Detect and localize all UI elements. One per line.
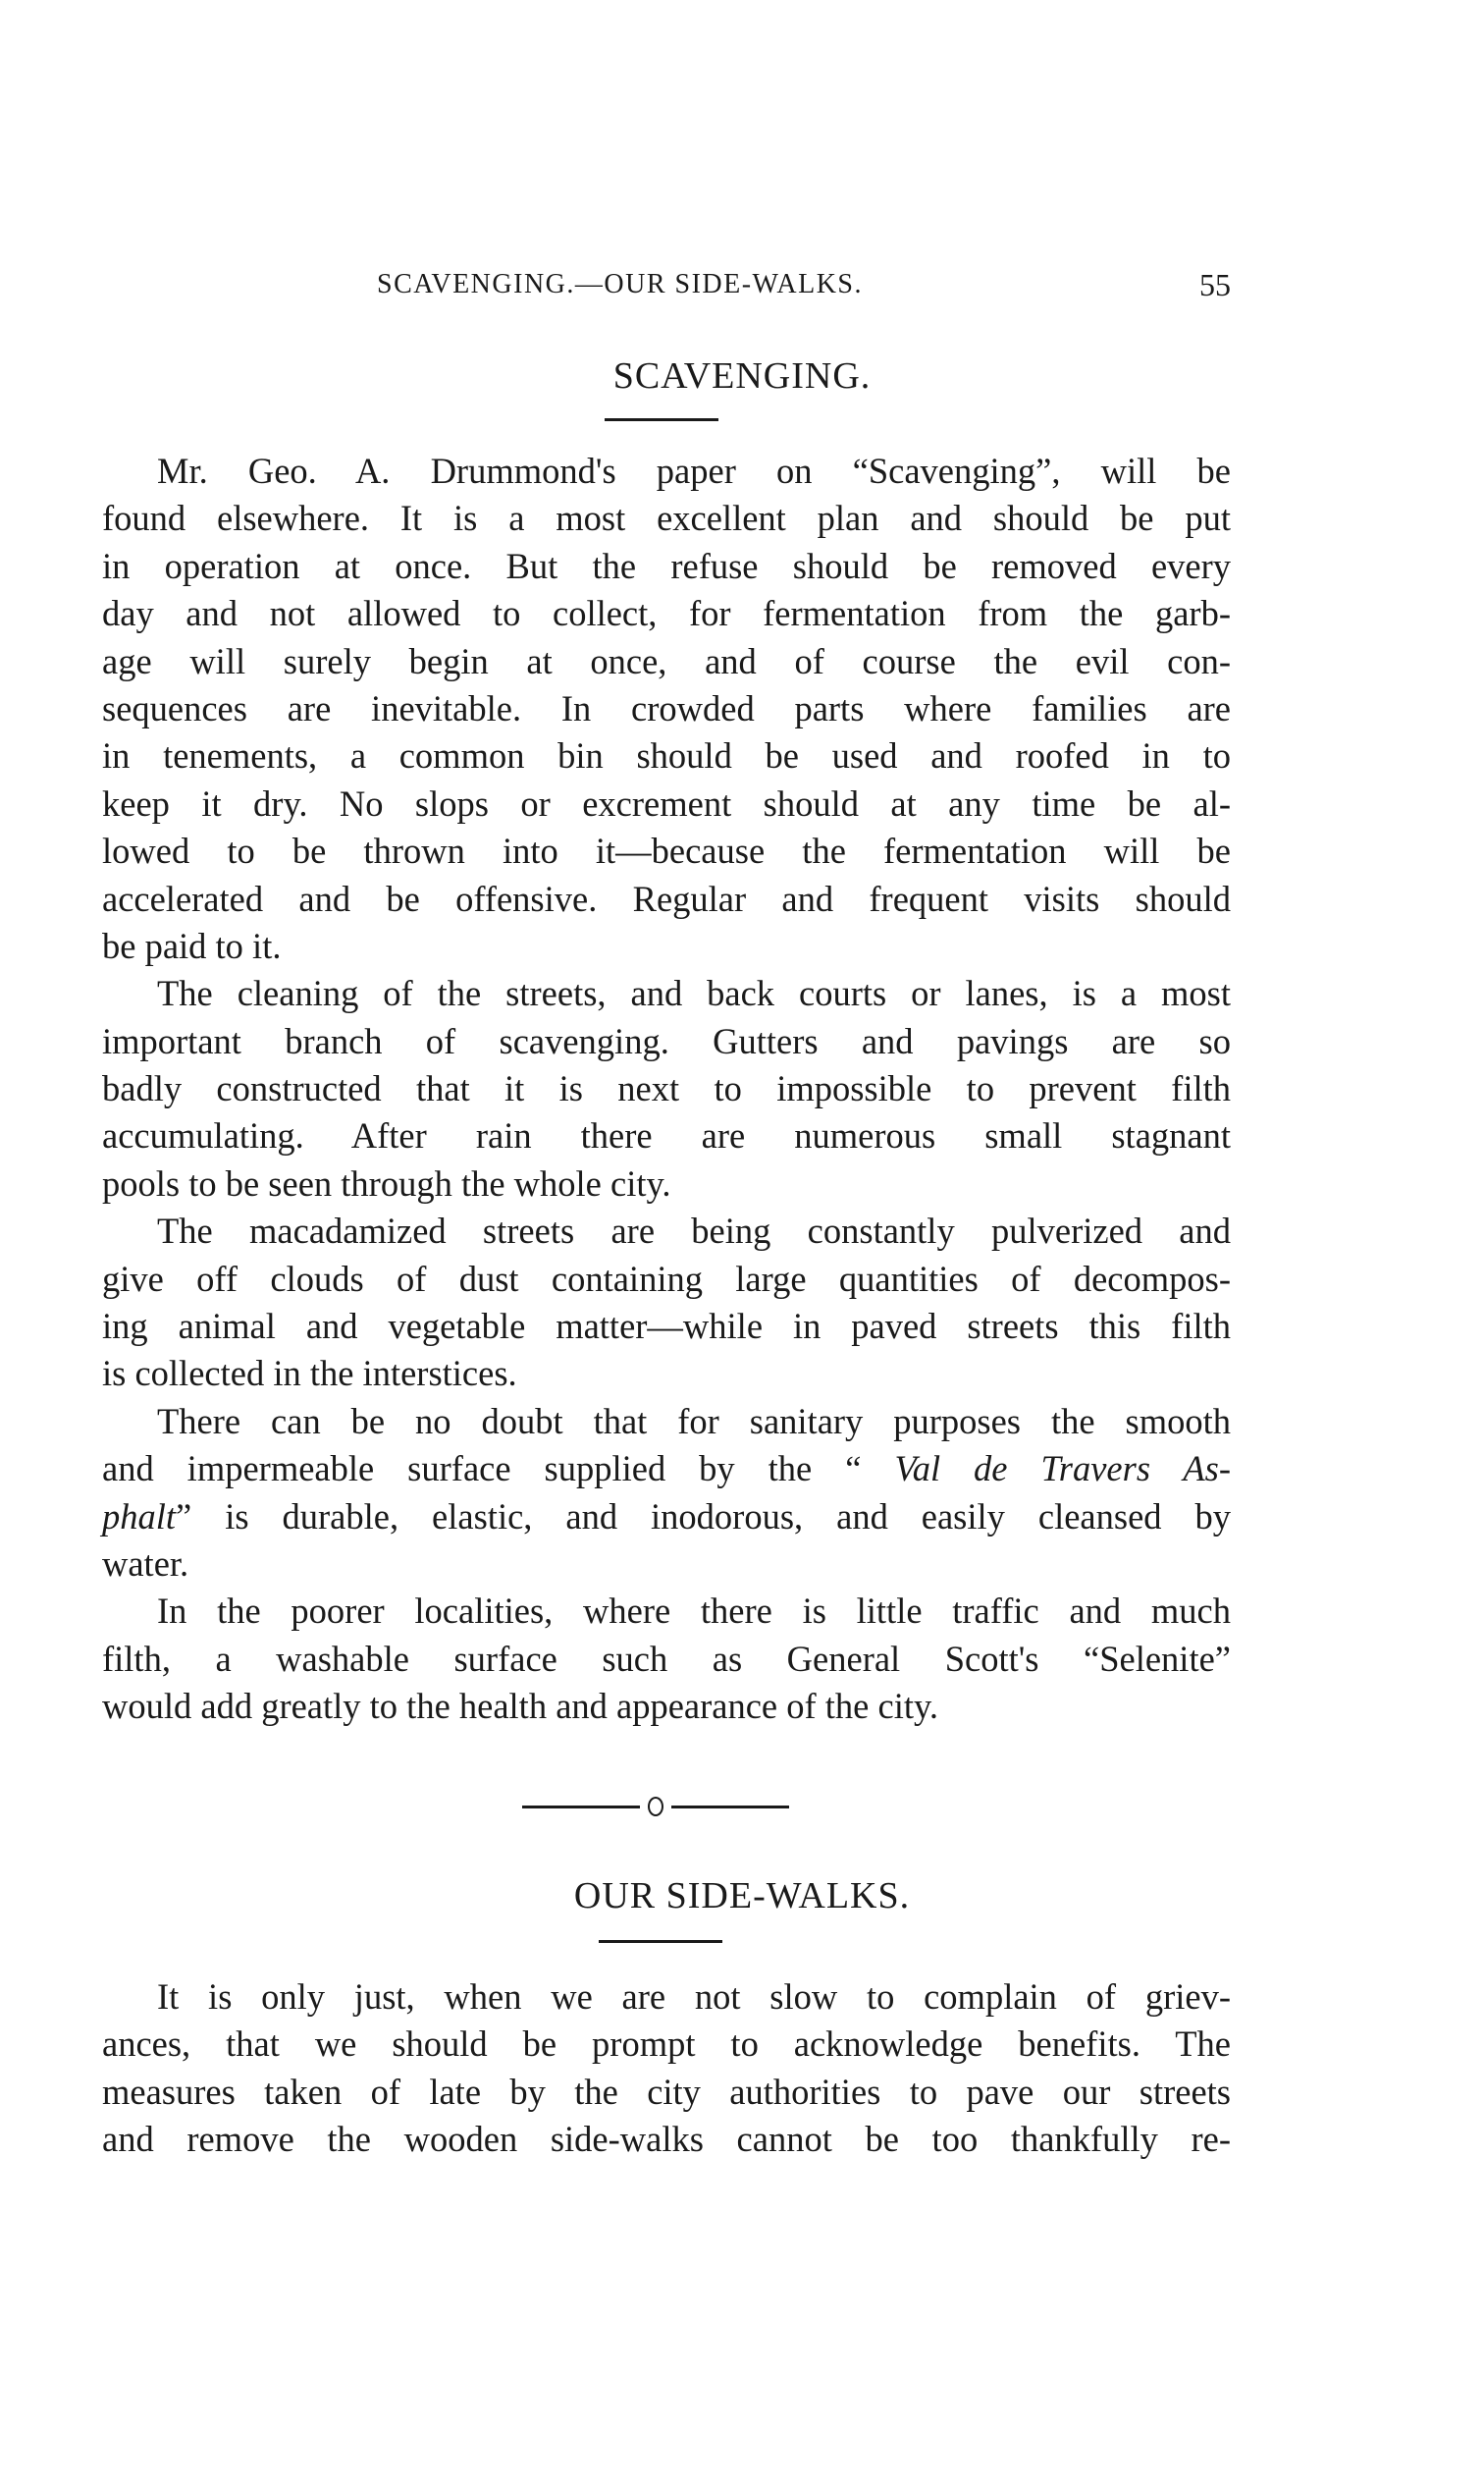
text-line: lowed to be thrown into it—because the fermentation will be [102,831,1231,872]
text-fragment: is durable, elastic, and inodorous, and easily cleansed by [225,1495,1231,1537]
text-line: ing animal and vegetable matter—while in paved streets this filth [102,1306,1231,1347]
text-line: day and not allowed to collect, for fermentation from the garb- [102,593,1231,634]
text-line: is collected in the interstices. [102,1353,517,1394]
text-line: measures taken of late by the city authorities to pave our streets [102,2071,1231,2112]
text-line: give off clouds of dust containing large quantities of decompos- [102,1258,1231,1299]
text-line: The cleaning of the streets, and back courts or lanes, is a most [157,973,1231,1014]
text-line: be paid to it. [102,925,282,966]
text-line: The macadamized streets are being constantly pulverized and [157,1211,1231,1252]
text-line: and remove the wooden side-walks cannot be too thankfully re- [102,2119,1231,2160]
text-line: There can be no doubt that for sanitary purposes the smooth [157,1400,1231,1441]
running-head [377,261,1231,308]
text-line: found elsewhere. It is a most excellent plan and should be put [102,498,1231,539]
separator-circle-icon [648,1797,663,1816]
italic-text: phalt [102,1495,177,1537]
page-number: 55 [1199,267,1231,302]
text-line: in tenements, a common bin should be used and roofed in to [102,735,1231,777]
section-body-side-walks [102,1973,1231,2164]
section-title-scavenging: SCAVENGING. [612,355,872,397]
text-fragment: and impermeable surface supplied by the [102,1448,813,1489]
text-line: and impermeable surface supplied by the “ Val de Travers As- [102,1448,1232,1489]
separator-dash-left [522,1806,640,1808]
text-line: age will surely begin at once, and of course the evil con- [102,640,1231,681]
text-line: phalt” is durable, elastic, and inodorous, and easily cleansed by [102,1495,1231,1537]
section-body-scavenging [102,448,1231,1731]
section-title-rule [605,418,718,421]
text-line: In the poorer localities, where there is little traffic and much [157,1591,1231,1632]
text-line: accelerated and be offensive. Regular and frequent visits should [102,878,1231,919]
text-line: sequences are inevitable. In crowded parts where families are [102,687,1231,728]
running-title: SCAVENGING.—OUR SIDE-WALKS. [377,269,863,299]
text-line: Mr. Geo. A. Drummond's paper on “Scavenging”, will be [157,451,1231,491]
text-line: in operation at once. But the refuse should be removed every [102,545,1231,586]
text-line: would add greatly to the health and appearance of the city. [102,1686,938,1727]
text-line: ances, that we should be prompt to acknowledge benefits. The [102,2023,1231,2065]
text-line: It is only just, when we are not slow to complain of griev- [157,1976,1231,2017]
text-line: badly constructed that it is next to impossible to prevent filth [102,1068,1231,1109]
text-line: water. [102,1542,189,1584]
italic-text: Val de Travers As- [894,1448,1232,1489]
text-line: filth, a washable surface such as General Scott's “Selenite” [102,1638,1231,1679]
section-title-rule [599,1940,722,1943]
text-line: pools to be seen through the whole city. [102,1162,671,1204]
text-line: important branch of scavenging. Gutters and pavings are so [102,1020,1231,1061]
section-separator [522,1785,789,1824]
section-title-side-walks: OUR SIDE-WALKS. [573,1875,911,1916]
text-line: accumulating. After rain there are numerous small stagnant [102,1115,1231,1157]
separator-dash-right [671,1806,789,1808]
text-line: keep it dry. No slops or excrement should at any time be al- [102,782,1231,824]
